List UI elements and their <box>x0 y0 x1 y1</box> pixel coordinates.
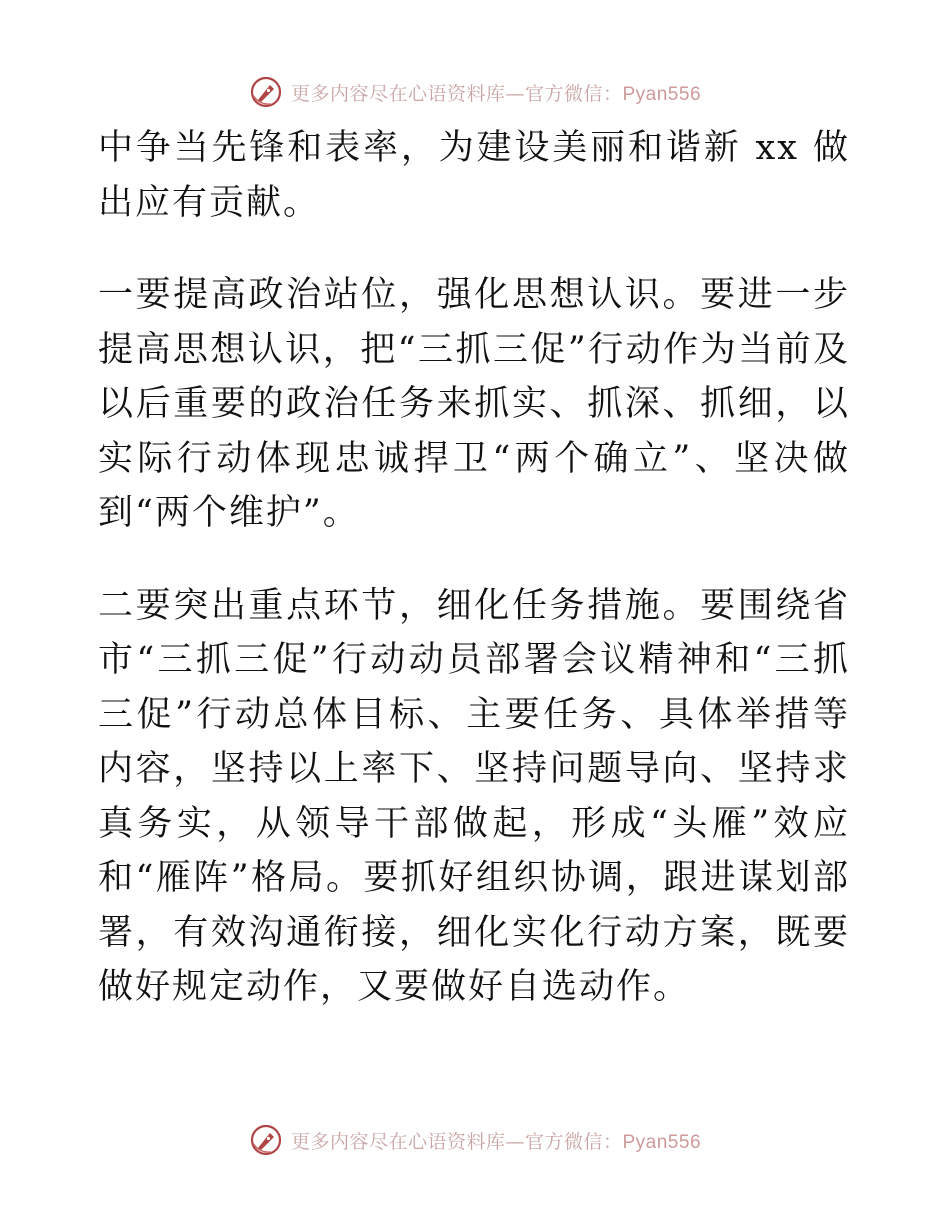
watermark-wechat-id: Pyan556 <box>622 1131 702 1153</box>
pen-nib-circle-icon <box>249 1123 283 1157</box>
header-watermark <box>0 72 950 112</box>
watermark-wechat-id: Pyan556 <box>622 83 702 105</box>
document-body <box>98 121 850 1015</box>
paragraph-3: 二要突出重点环节，细化任务措施。要围绕省市“三抓三促”行动动员部署会议精神和“三抓三促”行动总体目标、主要任务、具体举措等内容，坚持以上率下、坚持问题导向、坚持求真务实，从领导干部做起，形成“头雁”效应和“雁阵”格局。要抓好组织协调，跟进谋划部署，有效沟通衔接，细化实化行动方案，既要做好规定动作，又要做好自选动作。 <box>98 585 850 1007</box>
watermark-text: 更多内容尽在心语资料库—官方微信：Pyan556 <box>290 82 702 105</box>
paragraph-1: 中争当先锋和表率，为建设美丽和谐新 xx 做出应有贡献。 <box>98 128 850 223</box>
watermark-text: 更多内容尽在心语资料库—官方微信：Pyan556 <box>290 1130 702 1153</box>
pen-nib-circle-icon <box>249 75 283 109</box>
footer-watermark <box>0 1120 950 1160</box>
paragraph-2: 一要提高政治站位，强化思想认识。要进一步提高思想认识，把“三抓三促”行动作为当前及以后重要的政治任务来抓实、抓深、抓细，以实际行动体现忠诚捍卫“两个确立”、坚决做到“两个维护”。 <box>98 275 850 533</box>
